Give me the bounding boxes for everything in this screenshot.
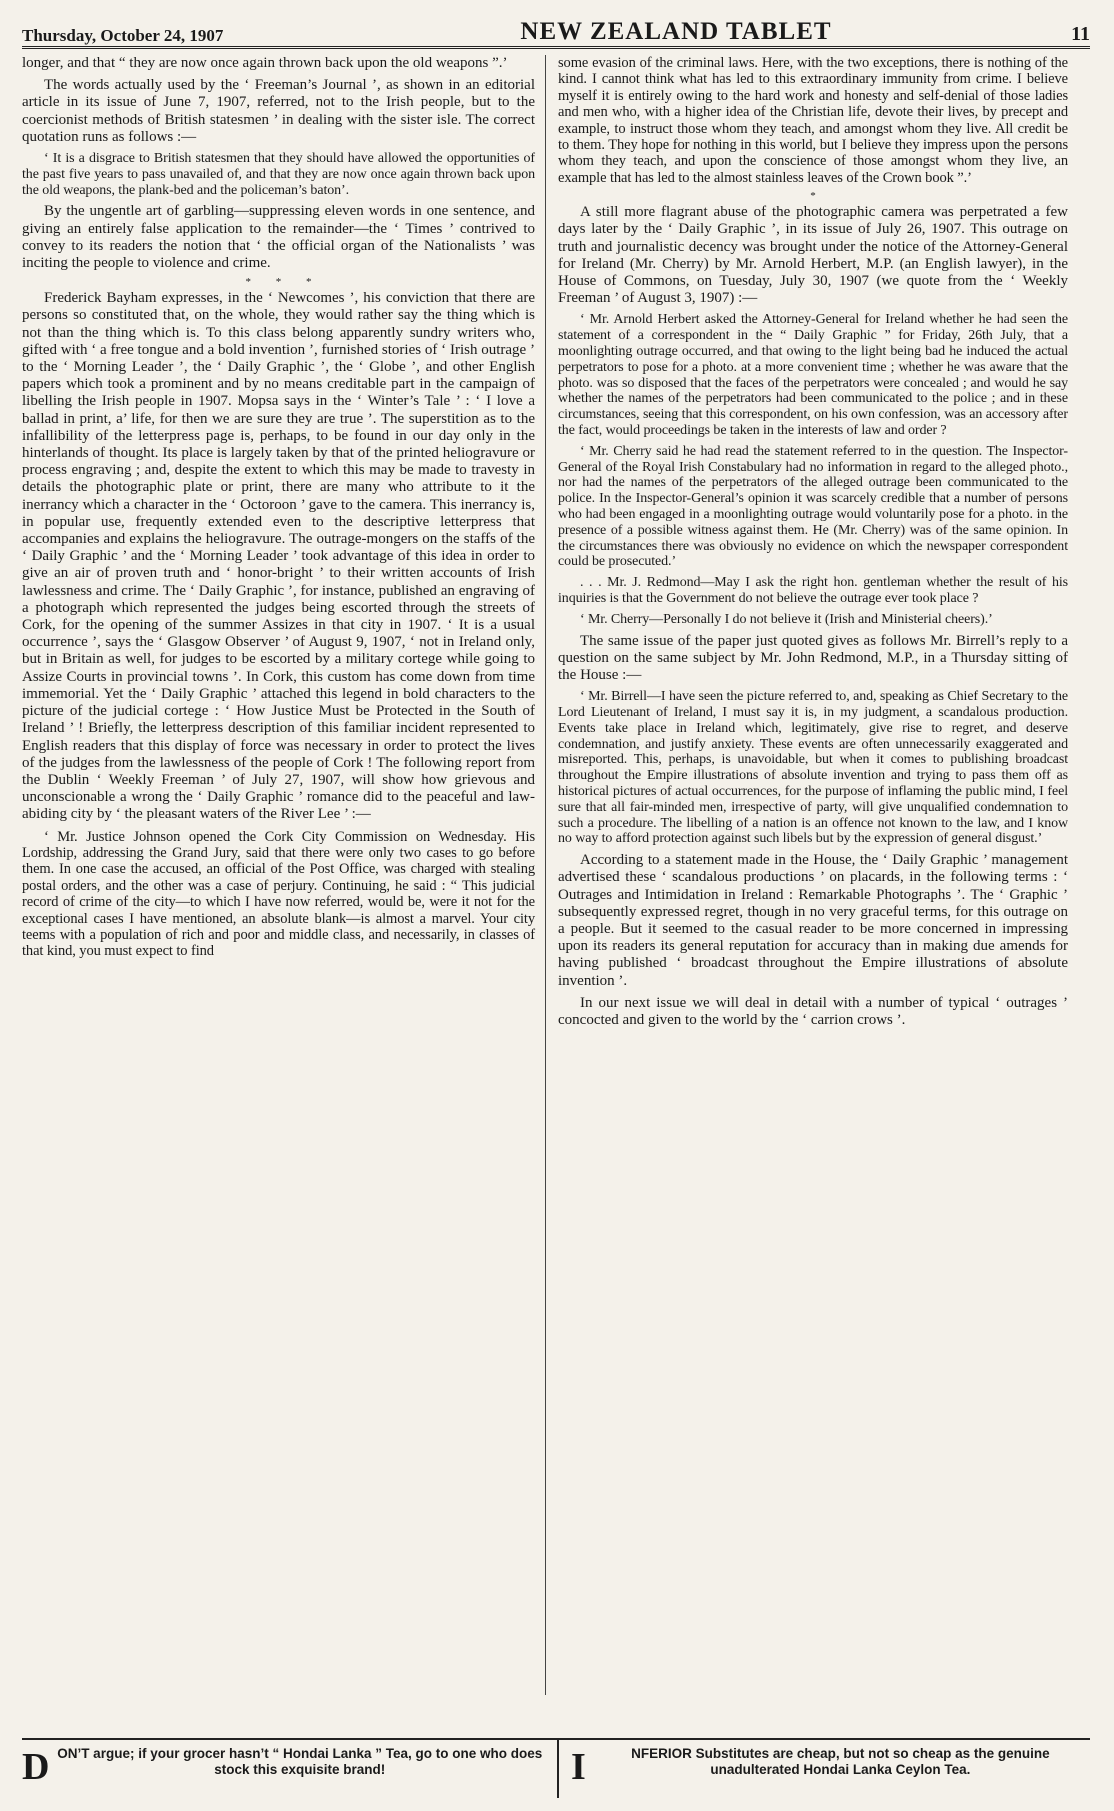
paragraph: The words actually used by the ‘ Freeman’s Journal ’, as shown in an editorial article in its issue of June 7, 1907, referred, not to the Irish people, but to the coercionist methods of British statesmen ’ in dealing with the sister isle. The correct quotation runs as follows :—: [22, 77, 535, 145]
drop-cap: I: [571, 1746, 586, 1788]
quoted-paragraph: ‘ It is a disgrace to British statesmen that they should have allowed the opportunities of the past five years to pass unavailed of, and that they are now once again thrown back upon the old weapons, the plank-bed and the policeman’s baton’.: [22, 151, 535, 198]
issue-date: Thursday, October 24, 1907: [22, 26, 224, 45]
paragraph: A still more flagrant abuse of the photographic camera was perpetrated a few days later by the ‘ Daily Graphic ’, in its issue of July 26, 1907. This outrage on truth and journalistic decency was brought under the notice of the Attorney-General for Ireland (Mr. Cherry) by Mr. Arnold Herbert, M.P. (an English lawyer), in the House of Commons, on Tuesday, July 30, 1907 (we quote from the ‘ Weekly Freeman ’ of August 3, 1907) :—: [558, 204, 1068, 307]
paragraph: The same issue of the paper just quoted gives as follows Mr. Birrell’s reply to a question on the same subject by Mr. John Redmond, M.P., in a Thursday sitting of the House :—: [558, 632, 1068, 684]
advertisement-right: [557, 1740, 1090, 1798]
quoted-paragraph: ‘ Mr. Arnold Herbert asked the Attorney-General for Ireland whether he had seen the statement of a correspondent in the “ Daily Graphic ” for Friday, 26th July, that a moonlighting outrage occurred, and that owing to the light being bad he induced the actual perpetrators to pose for a photo. at a more convenient time ; whether he was aware that the photo. was so disposed that the faces of the perpetrators were concealed ; and would he say whether the names of the perpetrators had been communicated to the police ; and in these circumstances, seeing that this correspondent, on his own confession, was an accessory after the fact, would proceedings be taken in the interests of law and order ?: [558, 312, 1068, 439]
footer-advertisements: [22, 1738, 1090, 1800]
drop-cap: D: [22, 1746, 50, 1788]
newspaper-title: NEW ZEALAND TABLET: [520, 18, 832, 45]
quoted-paragraph: ‘ Mr. Justice Johnson opened the Cork City Commission on Wednesday. His Lordship, addressing the Grand Jury, said that there were only two cases to go before them. In one case the accused, an official of the Post Office, was charged with stealing postal orders, and the other was a case of perjury. Continuing, he said : “ This judicial record of crime of the city—to which I have now referred, would be, were it not for the exceptional cases I have mentioned, an absolute blank—is almost a marvel. Your city teems with a population of rich and poor and middle class, and necessarily, in classes of that kind, you must expect to find: [22, 828, 535, 960]
right-column: [545, 55, 1068, 1695]
section-separator: *: [810, 190, 816, 203]
section-separator: * * *: [245, 276, 312, 289]
paragraph: Frederick Bayham expresses, in the ‘ Newcomes ’, his conviction that there are persons so constituted that, on the whole, they would rather say the thing which is not than the thing which is. To this class belong apparently sundry writers who, gifted with ‘ a free tongue and a bold invention ’, furnished stories of ‘ Irish outrage ’ to the ‘ Morning Leader ’, the ‘ Daily Graphic ’, the ‘ Globe ’, and other English papers which took a prominent and by no means creditable part in the campaign of libelling the Irish people in 1907. Mopsa says in the ‘ Winter’s Tale ’ : ‘ I love a ballad in print, a’ life, for then we are sure they are true ’. The superstition as to the infallibility of the letterpress page is, perhaps, to be found in our day only in the hinterlands of thought. Its place is largely taken by that of the printed heliogravure or process engraving ; and, despite the extent to which this may be made to travesty in details the photographic plate or print, there are many who attribute to it the inerrancy which a character in the ‘ Octoroon ’ gave to the camera. This inerrancy is, in popular use, frequently extended even to the descriptive letterpress that accompanies and explains the heliogravure. The outrage-mongers on the staffs of the ‘ Daily Graphic ’ and the ‘ Morning Leader ’ took advantage of this idea in order to give an air of proven truth and ‘ honor-bright ’ to their written accounts of Irish lawlessness and crime. The ‘ Daily Graphic ’, for instance, published an engraving of a photograph which represented the judges being escorted through the streets of Cork, for the opening of the summer Assizes in that city in 1907. ‘ It is a usual occurrence ’, says the ‘ Glasgow Observer ’ of August 9, 1907, ‘ not in Ireland only, but in Britain as well, for judges to be escorted by a military cortege while going to Assize Courts in provincial towns ’. In Cork, this custom has come down from time immemorial. Yet the ‘ Daily Graphic ’ attached this legend in bold characters to the picture of the judicial cortege : ‘ How Justice Must be Protected in the South of Ireland ’ ! Briefly, the letterpress description of this familiar incident represented to English readers that this display of force was necessary in order to protect the lives of the judges from the lawlessness of the people of Cork ! The following report from the Dublin ‘ Weekly Freeman ’ of July 27, 1907, will show how grievous and unconscionable a wrong the ‘ Daily Graphic ’ romance did to the peaceful and law-abiding city by ‘ the pleasant waters of the River Lee ’ :—: [22, 290, 535, 823]
paragraph: By the ungentle art of garbling—suppressing eleven words in one sentence, and giving an entirely false application to the remainder—the ‘ Times ’ contrived to convey to its readers the notion that ‘ the official organ of the Nationalists ’ was inciting the people to violence and crime.: [22, 203, 535, 272]
quoted-paragraph: . . . Mr. J. Redmond—May I ask the right hon. gentleman whether the result of his inquiries is that the Government do not believe the outrage ever took place ?: [558, 575, 1068, 607]
page-number: 11: [1071, 23, 1090, 45]
paragraph: longer, and that “ they are now once again thrown back upon the old weapons ”.’: [22, 55, 508, 71]
article-columns: [22, 55, 1090, 1695]
advertisement-text: NFERIOR Substitutes are cheap, but not so cheap as the genuine unadulterated Hondai Lanka Ceylon Tea.: [631, 1746, 1050, 1777]
left-column: [22, 55, 545, 1695]
quoted-paragraph: ‘ Mr. Cherry—Personally I do not believe it (Irish and Ministerial cheers).’: [580, 611, 993, 627]
quoted-paragraph: some evasion of the criminal laws. Here, with the two exceptions, there is nothing of the kind. I cannot think what has led to this extraordinary immunity from crime. I believe myself it is entirely owing to the hard work and honesty and self-denial of those ladies and men who, with a higher idea of the Christian life, devote their lives, by precept and example, to instruct those whom they teach, and amongst whom they live. All credit be to them. They hope for nothing in this world, but I believe they impress upon the persons whom they teach, and upon the conscience of those amongst whom they live, an example that has led to the almost stainless leaves of the Crown book ”.’: [558, 55, 1068, 186]
quoted-paragraph: ‘ Mr. Birrell—I have seen the picture referred to, and, speaking as Chief Secretary to the Lord Lieutenant of Ireland, I must say it is, in my judgment, a scandalous production. Events take place in Ireland which, legitimately, give rise to regret, and deserve condemnation, and justify anxiety. These events are often unnecessarily exaggerated and misreported. This, perhaps, is unavoidable, but when it comes to publishing broadcast throughout the Empire illustrations of absolute invention and trying to pass them off as historical pictures of actual occurrences, for the purpose of inflaming the public mind, I feel sure that all fair-minded men, irrespective of party, will give unqualified condemnation to such a procedure. The libelling of a nation is an offence not known to the law, and I know no way to afford protection against such libels but by the expression of general disgust.’: [558, 689, 1068, 847]
masthead: [22, 6, 1090, 49]
advertisement-text: ON’T argue; if your grocer hasn’t “ Hondai Lanka ” Tea, go to one who does stock this exquisite brand!: [57, 1746, 543, 1777]
quoted-paragraph: ‘ Mr. Cherry said he had read the statement referred to in the question. The Inspector-General of the Royal Irish Constabulary had no information in regard to the alleged photo., nor had the names of the perpetrators of the alleged outrage been communicated to the police. In the Inspector-General’s opinion it was scarcely credible that a number of persons who had been engaged in a moonlighting outrage would voluntarily pose for a photo. in the presence of a possible witness against them. He (Mr. Cherry) was of the same opinion. In the circumstances there was obviously no evidence on which the newspaper correspondent could be prosecuted.’: [558, 443, 1068, 570]
paragraph: According to a statement made in the House, the ‘ Daily Graphic ’ management advertised these ‘ scandalous productions ’ on placards, in the following terms : ‘ Outrages and Intimidation in Ireland : Remarkable Photographs ’. The ‘ Graphic ’ subsequently expressed regret, though in no very graceful terms, for this outrage on a people. But it seemed to the casual reader to be more concerned in impressing upon its readers its general reputation for accuracy than in making due amends for having published ‘ broadcast throughout the Empire illustrations of absolute invention ’.: [558, 852, 1068, 989]
advertisement-left: [22, 1740, 557, 1798]
paragraph: In our next issue we will deal in detail with a number of typical ‘ outrages ’ concocted and given to the world by the ‘ carrion crows ’.: [558, 994, 1068, 1029]
